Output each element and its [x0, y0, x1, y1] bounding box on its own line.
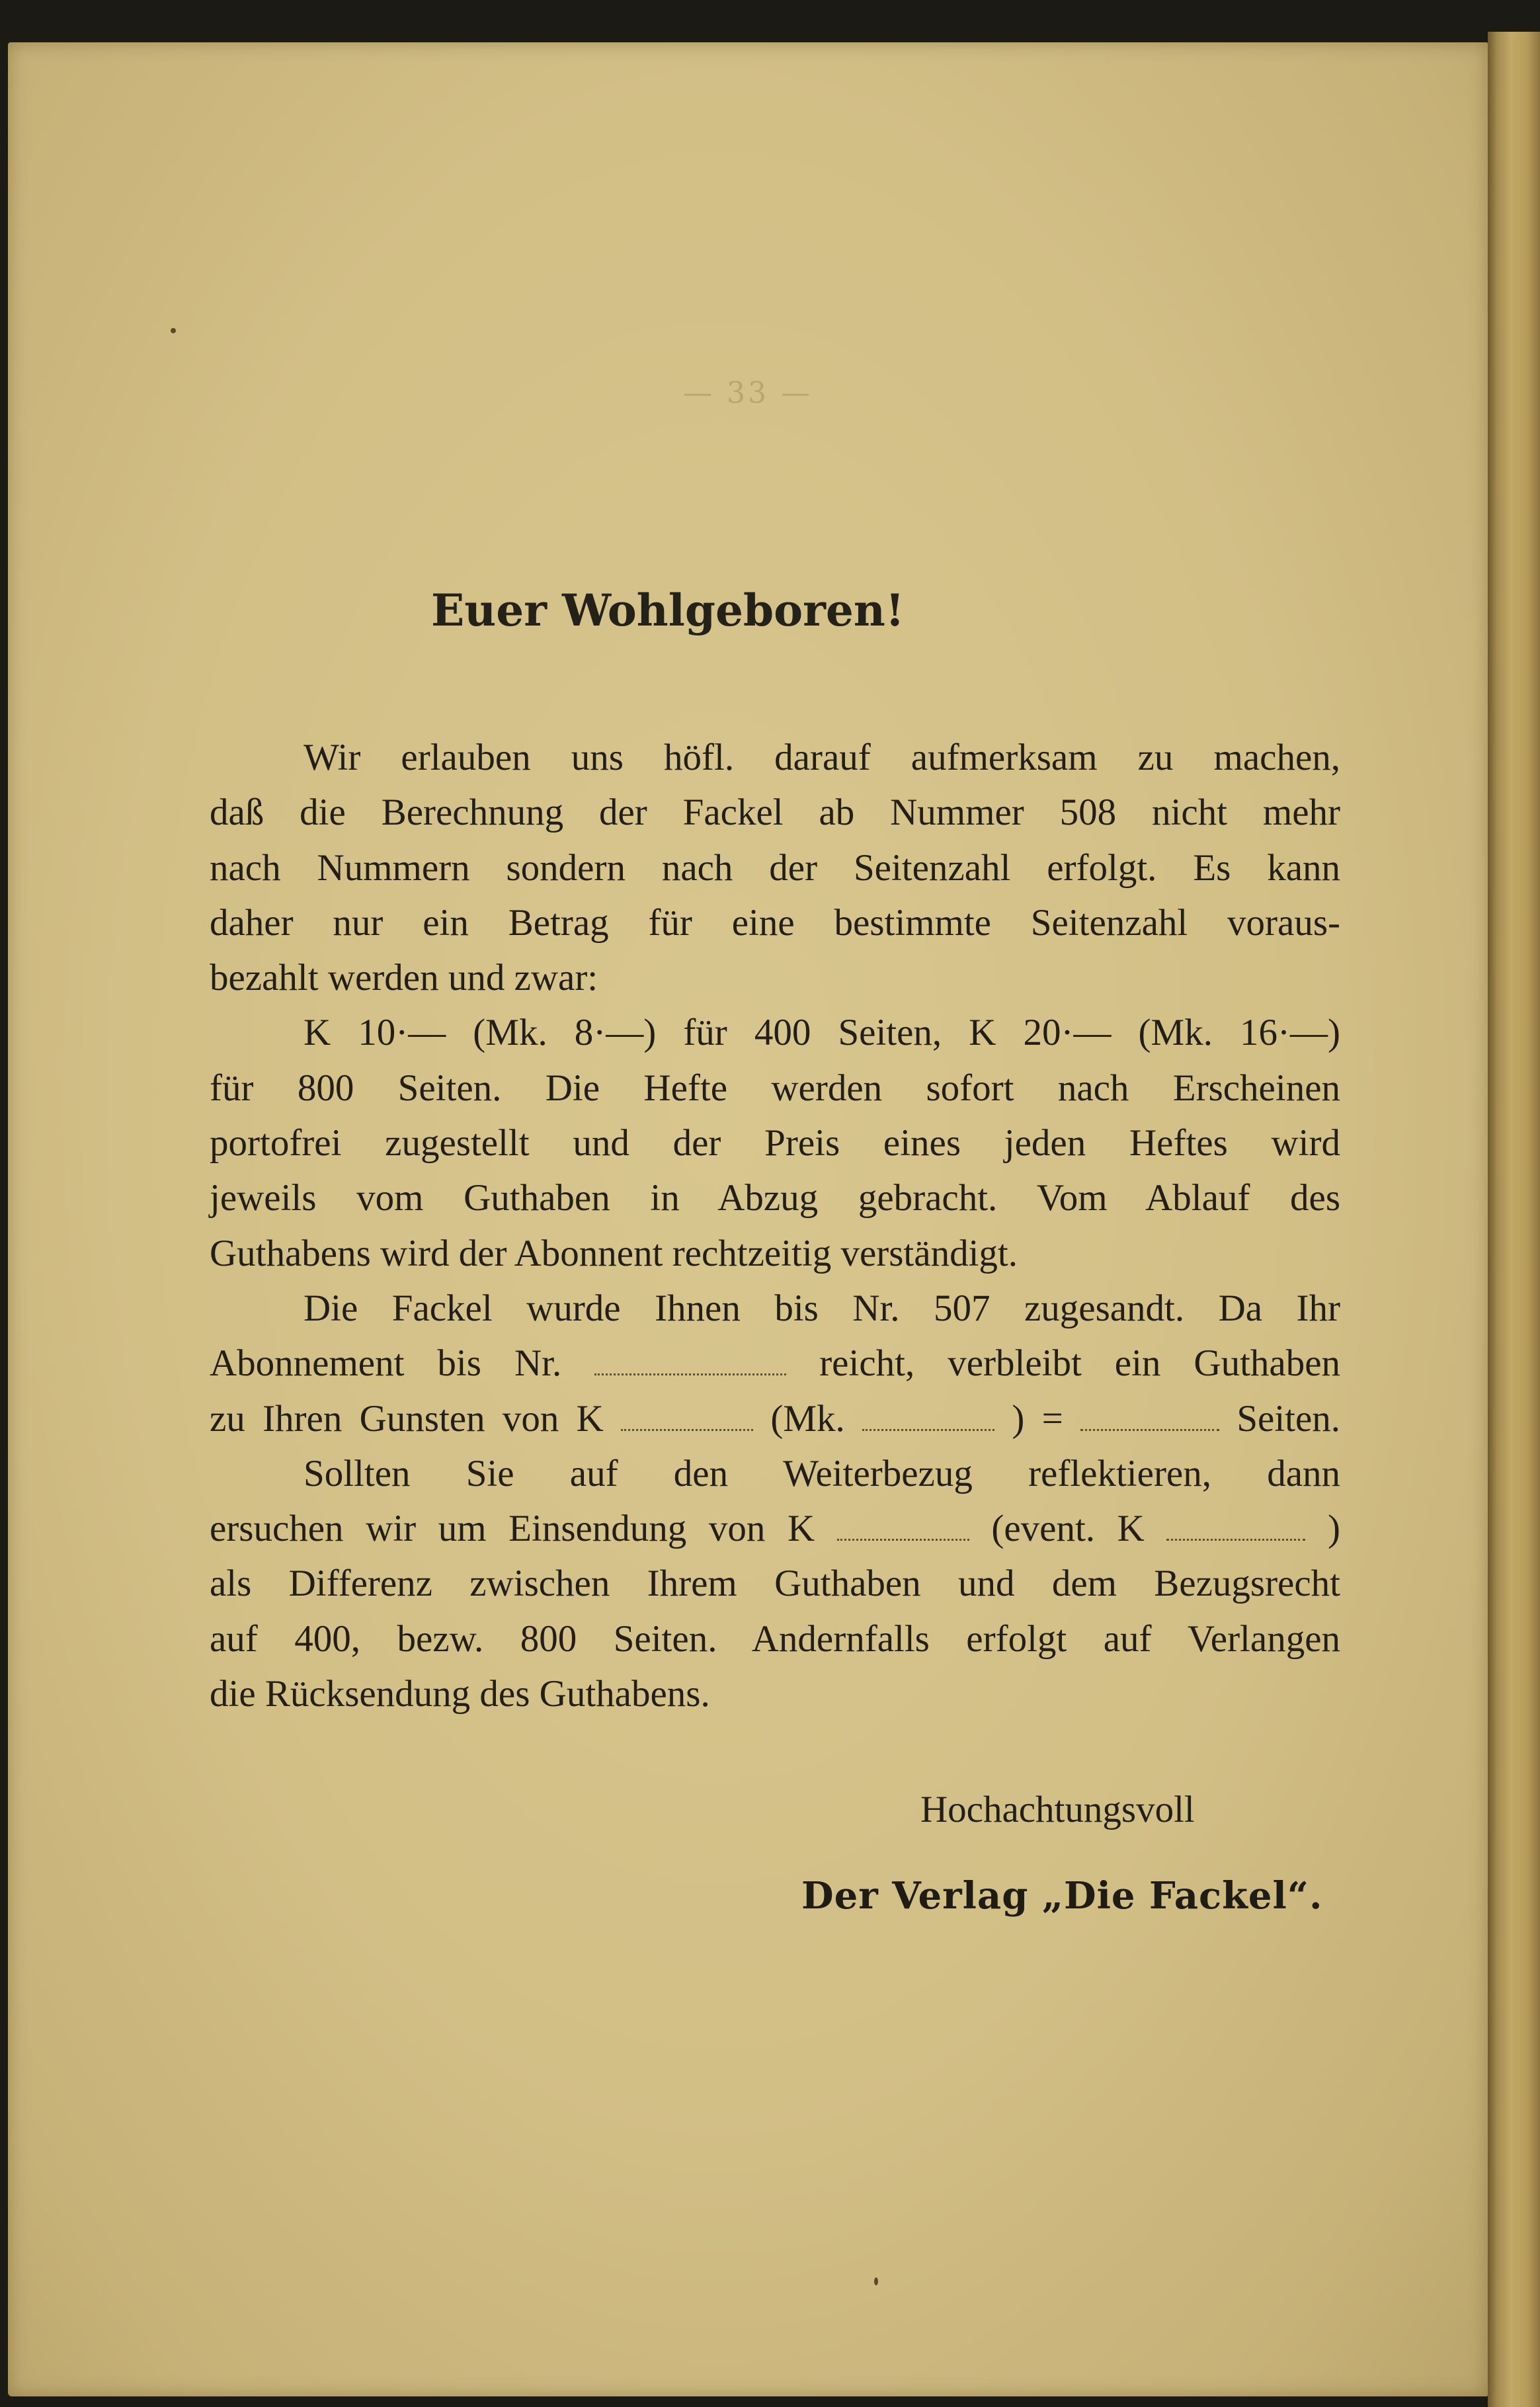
fill-in-blank-remittance-amount	[837, 1516, 969, 1541]
fill-in-blank-alternative-amount	[1166, 1516, 1305, 1541]
page-number: — 33 —	[683, 376, 813, 410]
text-line: Sollten Sie auf den Weiterbezug reflektieren, dann	[304, 1452, 1340, 1494]
text-line: jeweils vom Guthaben in Abzug gebracht. Vom Ablauf des	[210, 1177, 1340, 1219]
text-line: auf 400, bezw. 800 Seiten. Andernfalls erfolgt auf Verlangen	[210, 1617, 1340, 1660]
text-line: daß die Berechnung der Fackel ab Nummer 508 nicht mehr	[210, 792, 1340, 834]
text-line: daher nur ein Betrag für eine bestimmte Seitenzahl voraus-	[210, 901, 1340, 944]
text-line	[210, 1391, 1340, 1446]
text-line	[210, 1501, 1340, 1556]
text-line: portofrei zugestellt und der Preis eines jeden Heftes wird	[210, 1122, 1340, 1164]
text-line: als Differenz zwischen Ihrem Guthaben und dem Bezugsrecht	[210, 1563, 1340, 1605]
text-fragment: zu Ihren Gunsten von K	[210, 1397, 604, 1440]
paragraph-renewal	[210, 1446, 1340, 1721]
text-line: bezahlt werden und zwar:	[210, 957, 598, 999]
text-line: Die Fackel wurde Ihnen bis Nr. 507 zugesandt. Da Ihr	[304, 1287, 1340, 1329]
document-page	[8, 42, 1488, 2396]
text-fragment: reicht, verbleibt ein Guthaben	[819, 1342, 1341, 1385]
text-line: nach Nummern sondern nach der Seitenzahl erfolgt. Es kann	[210, 846, 1340, 889]
text-fragment: Abonnement bis Nr.	[210, 1342, 562, 1385]
letter-body	[210, 730, 1340, 1721]
text-fragment: ersuchen wir um Einsendung von K	[210, 1508, 815, 1550]
text-fragment: (Mk.	[770, 1397, 845, 1440]
paragraph-billing-change	[210, 730, 1340, 1005]
fill-in-blank-mark-amount	[862, 1406, 994, 1430]
salutation-heading: Euer Wohlgeboren!	[431, 585, 905, 636]
closing-phrase: Hochachtungsvoll	[920, 1789, 1195, 1830]
fill-in-blank-kronen-amount	[621, 1406, 753, 1430]
text-line: K 10·— (Mk. 8·—) für 400 Seiten, K 20·— (Mk. 16·—)	[304, 1012, 1340, 1054]
text-line: die Rücksendung des Guthabens.	[210, 1673, 710, 1715]
fill-in-blank-issue-number	[594, 1351, 786, 1375]
paper-speck	[171, 328, 176, 333]
paragraph-balance	[210, 1281, 1340, 1446]
text-fragment: ) =	[1012, 1397, 1063, 1440]
paper-speck	[874, 2277, 878, 2285]
text-fragment: Seiten.	[1236, 1397, 1341, 1440]
text-fragment: )	[1328, 1508, 1341, 1550]
text-line	[210, 1336, 1340, 1391]
adjacent-page-edge	[1488, 32, 1540, 2407]
fill-in-blank-pages	[1080, 1406, 1219, 1430]
text-line: Guthabens wird der Abonnent rechtzeitig verständigt.	[210, 1232, 1018, 1274]
publisher-signature: Der Verlag „Die Fackel“.	[801, 1874, 1323, 1918]
text-fragment: (event. K	[991, 1508, 1145, 1550]
paragraph-prices	[210, 1005, 1340, 1280]
text-line: für 800 Seiten. Die Hefte werden sofort nach Erscheinen	[210, 1067, 1340, 1109]
text-line: Wir erlauben uns höfl. darauf aufmerksam zu machen,	[304, 737, 1340, 778]
